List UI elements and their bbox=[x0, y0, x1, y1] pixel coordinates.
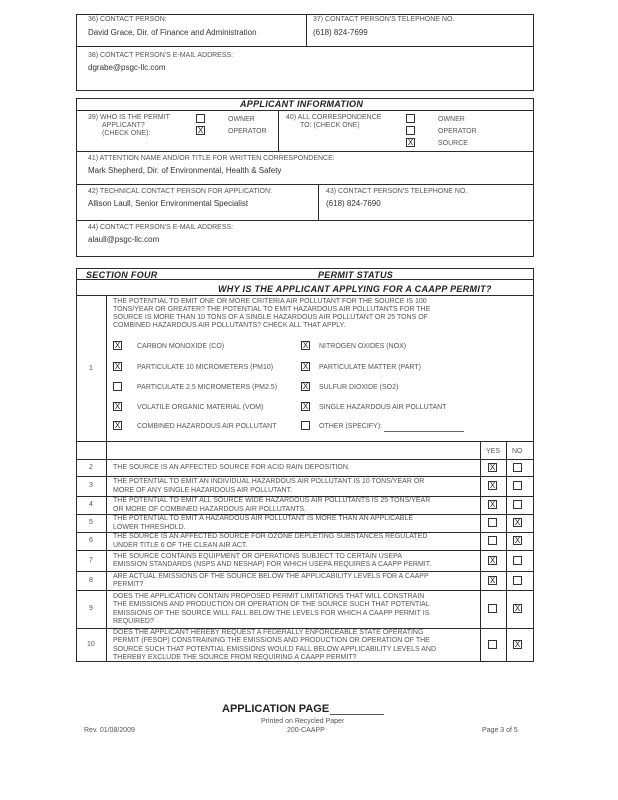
divider bbox=[76, 279, 534, 280]
row-text-line: PERMIT (FESOP) CONSTRAINING THE EMISSIONS AND PRODUCTION OR OPERATION OF THE bbox=[113, 637, 430, 644]
row-yes-checkbox[interactable]: X bbox=[489, 575, 496, 585]
application-page-label: APPLICATION PAGE bbox=[222, 703, 330, 715]
pollutant-co-label: CARBON MONOXIDE (CO) bbox=[137, 343, 225, 350]
row-text-line: DOES THE APPLICATION CONTAIN PROPOSED PERMIT LIMITATIONS THAT WILL CONSTRAIN bbox=[113, 592, 425, 600]
q42-value[interactable]: Allison Laull, Senior Environmental Specialist bbox=[88, 199, 249, 208]
divider bbox=[76, 295, 534, 296]
yes-header: YES bbox=[486, 448, 501, 455]
contact-phone-label: 37) CONTACT PERSON'S TELEPHONE NO. bbox=[313, 16, 455, 23]
row-text-line: THE POTENTIAL TO EMIT A HAZARDOUS AIR POLLUTANT IS MORE THAN AN APPLICABLE bbox=[113, 515, 414, 522]
row-no-checkbox[interactable] bbox=[513, 481, 522, 490]
row-text-line: LOWER THRESHOLD. bbox=[113, 523, 186, 531]
applicant-title: APPLICANT INFORMATION bbox=[240, 99, 364, 109]
row-divider bbox=[76, 550, 534, 551]
q40-owner-checkbox[interactable] bbox=[406, 114, 415, 123]
row-number: 7 bbox=[89, 556, 93, 564]
row-yes-checkbox[interactable]: X bbox=[489, 462, 496, 472]
q40-owner-label: OWNER bbox=[438, 116, 465, 123]
pollutant-pm25-label: PARTICULATE 2.5 MICROMETERS (PM2.5) bbox=[137, 384, 278, 391]
row-no-checkbox[interactable]: X bbox=[514, 604, 521, 613]
row-yes-checkbox[interactable]: X bbox=[489, 500, 496, 509]
row1-text-line2: TONS/YEAR OR GREATER? THE POTENTIAL TO EMIT HAZARDOUS AIR POLLUTANTS FOR THE bbox=[113, 306, 431, 313]
row-number: 10 bbox=[87, 641, 95, 648]
q39-line2: APPLICANT? bbox=[102, 122, 145, 129]
row-no-checkbox[interactable] bbox=[513, 576, 522, 585]
row-text-line: ARE ACTUAL EMISSIONS OF THE SOURCE BELOW THE APPLICABILITY LEVELS FOR A CAAPP bbox=[113, 572, 429, 580]
q40-source-label: SOURCE bbox=[438, 140, 468, 147]
q40-operator-checkbox[interactable] bbox=[406, 126, 415, 135]
row1-text-line1: THE POTENTIAL TO EMIT ONE OR MORE CRITERIA AIR POLLUTANT FOR THE SOURCE IS 100 bbox=[113, 298, 427, 305]
row-number: 9 bbox=[89, 605, 93, 612]
divider bbox=[76, 46, 534, 47]
divider bbox=[76, 459, 534, 460]
q39-label: 39) WHO IS THE PERMIT bbox=[88, 114, 170, 121]
row-number: 5 bbox=[89, 519, 93, 526]
row-yes-checkbox[interactable] bbox=[488, 640, 497, 649]
q39-operator-label: OPERATOR bbox=[228, 128, 267, 135]
footer-form-number: 200-CAAPP bbox=[287, 727, 325, 734]
section-four-label: SECTION FOUR bbox=[86, 270, 158, 280]
q43-value[interactable]: (618) 824-7690 bbox=[326, 199, 381, 208]
q44-value[interactable]: alaull@psgc-llc.com bbox=[88, 235, 160, 244]
pollutant-so2-label: SULFUR DIOXIDE (SO2) bbox=[319, 384, 399, 391]
row-divider bbox=[76, 590, 534, 591]
row-no-checkbox[interactable]: X bbox=[514, 640, 521, 649]
row-text-line: REQUIRED? bbox=[113, 618, 154, 625]
row1-text-line4: COMBINED HAZARDOUS AIR POLLUTANTS? CHECK ALL THAT APPLY. bbox=[113, 322, 346, 329]
divider bbox=[76, 220, 534, 221]
q39-owner-label: OWNER bbox=[228, 116, 255, 123]
permit-status-label: PERMIT STATUS bbox=[318, 270, 394, 280]
pollutant-so2-checkbox[interactable]: X bbox=[302, 382, 309, 391]
divider bbox=[76, 110, 534, 111]
q44-label: 44) CONTACT PERSON'S E-MAIL ADDRESS: bbox=[88, 224, 234, 231]
page-number-line[interactable] bbox=[330, 714, 384, 715]
pollutant-single-hap-checkbox[interactable]: X bbox=[302, 402, 309, 411]
pollutant-pm10-checkbox[interactable]: X bbox=[114, 362, 121, 371]
q41-value[interactable]: Mark Shepherd, Dir. of Environmental, Health & Safety bbox=[88, 166, 282, 175]
pollutant-pm10-label: PARTICULATE 10 MICROMETERS (PM10) bbox=[137, 364, 274, 371]
no-header: NO bbox=[512, 448, 523, 455]
footer-page: Page 3 of 5 bbox=[482, 727, 518, 734]
q39-owner-checkbox[interactable] bbox=[196, 114, 205, 123]
row-no-checkbox[interactable] bbox=[513, 463, 522, 472]
divider bbox=[76, 441, 534, 442]
pollutant-vom-checkbox[interactable]: X bbox=[114, 402, 121, 411]
pollutant-part-checkbox[interactable]: X bbox=[302, 362, 309, 371]
row-text-line: DOES THE APPLICANT HEREBY REQUEST A FEDERALLY ENFORCEABLE STATE OPERATING bbox=[113, 628, 424, 636]
row-text-line: EMISSIONS OF THE SOURCE WILL FALL BELOW THE LEVELS FOR WHICH A CAAPP PERMIT IS bbox=[113, 609, 430, 617]
row-text-line: PERMIT? bbox=[113, 581, 144, 588]
section-four-question: WHY IS THE APPLICANT APPLYING FOR A CAAPP PERMIT? bbox=[218, 284, 492, 294]
pollutant-single-hap-label: SINGLE HAZARDOUS AIR POLLUTANT bbox=[319, 404, 447, 411]
row-text-line: THE POTENTIAL TO EMIT AN INDIVIDUAL HAZARDOUS AIR POLLUTANT IS 10 TONS/YEAR OR bbox=[113, 478, 425, 485]
contact-person-value[interactable]: David Grace, Dir. of Finance and Administration bbox=[88, 28, 257, 37]
q39-operator-checkbox[interactable]: X bbox=[197, 126, 204, 135]
row1-number: 1 bbox=[89, 365, 93, 372]
row-yes-checkbox[interactable] bbox=[488, 604, 497, 613]
row-yes-checkbox[interactable]: X bbox=[489, 555, 496, 565]
row-no-checkbox[interactable] bbox=[513, 556, 522, 565]
pollutant-combined-hap-label: COMBINED HAZARDOUS AIR POLLUTANT bbox=[137, 423, 277, 430]
row-text-line: OR MORE OF COMBINED HAZARDOUS AIR POLLUTANTS. bbox=[113, 505, 307, 513]
row-number: 6 bbox=[89, 537, 93, 544]
pollutant-vom-label: VOLATILE ORGANIC MATERIAL (VOM) bbox=[137, 404, 264, 411]
row-divider bbox=[76, 476, 534, 477]
q40-label: 40) ALL CORRESPONDENCE bbox=[286, 114, 382, 121]
contact-email-value[interactable]: dgrabe@psgc-llc.com bbox=[88, 63, 166, 72]
contact-person-label: 36) CONTACT PERSON: bbox=[88, 16, 167, 23]
divider bbox=[306, 14, 307, 46]
pollutant-other-checkbox[interactable] bbox=[301, 421, 310, 430]
row-text-line: MORE OF ANY SINGLE HAZARDOUS AIR POLLUTANT. bbox=[113, 486, 293, 494]
q40-operator-label: OPERATOR bbox=[438, 128, 477, 135]
row-number: 4 bbox=[89, 501, 93, 508]
row-text-line: THE SOURCE IS AN AFFECTED SOURCE FOR ACID RAIN DEPOSITION. bbox=[113, 463, 350, 471]
row-yes-checkbox[interactable] bbox=[488, 518, 497, 527]
row-number: 8 bbox=[89, 576, 93, 584]
row-number: 3 bbox=[89, 482, 93, 489]
q42-label: 42) TECHNICAL CONTACT PERSON FOR APPLICATION: bbox=[88, 188, 272, 195]
row-text-line: THEREBY EXCLUDE THE SOURCE FROM REQUIRING A CAAPP PERMIT? bbox=[113, 654, 357, 661]
row-text-line: UNDER TITLE 6 OF THE CLEAN AIR ACT. bbox=[113, 541, 248, 549]
row-no-checkbox[interactable] bbox=[513, 500, 522, 509]
row-text-line: THE EMISSIONS AND PRODUCTION OR OPERATION OF THE SOURCE SUCH THAT POTENTIAL bbox=[113, 601, 430, 608]
row-yes-checkbox[interactable]: X bbox=[489, 481, 496, 490]
row-no-checkbox[interactable]: X bbox=[514, 518, 521, 527]
pollutant-nox-label: NITROGEN OXIDES (NOX) bbox=[319, 343, 407, 350]
other-specify-line[interactable] bbox=[384, 431, 464, 432]
row1-text-line3: SOURCE IS MORE THAN 10 TONS OF A SINGLE HAZARDOUS AIR POLLUTANT OR 25 TONS OF bbox=[113, 314, 428, 321]
row-text-line: EMISSION STANDARDS (NSPS AND NESHAP) FOR WHICH USEPA REQUIRES A CAAPP PERMIT. bbox=[113, 561, 432, 568]
q40-line2: TO: (CHECK ONE) bbox=[300, 122, 360, 129]
divider bbox=[318, 184, 319, 220]
row-yes-checkbox[interactable] bbox=[488, 536, 497, 545]
divider bbox=[278, 110, 279, 151]
divider bbox=[106, 295, 107, 662]
row-text-line: THE POTENTIAL TO EMIT ALL SOURCE WIDE HAZARDOUS AIR POLLUTANTS IS 25 TONS/YEAR bbox=[113, 497, 431, 504]
divider bbox=[76, 184, 534, 185]
row-number: 2 bbox=[89, 463, 93, 471]
pollutant-part-label: PARTICULATE MATTER (PART) bbox=[319, 364, 421, 371]
row-text-line: SOURCE SUCH THAT POTENTIAL EMISSIONS WOULD FALL BELOW APPLICABILITY LEVELS AND bbox=[113, 645, 436, 653]
contact-email-label: 38) CONTACT PERSON'S E-MAIL ADDRESS: bbox=[88, 52, 234, 59]
row-text-line: THE SOURCE CONTAINS EQUIPMENT OR OPERATIONS SUBJECT TO CERTAIN USEPA bbox=[113, 552, 402, 560]
q43-label: 43) CONTACT PERSON'S TELEPHONE NO. bbox=[326, 188, 468, 195]
pollutant-combined-hap-checkbox[interactable]: X bbox=[114, 421, 121, 430]
printed-recycled: Printed on Recycled Paper bbox=[261, 718, 345, 725]
row-no-checkbox[interactable]: X bbox=[514, 536, 521, 545]
divider bbox=[76, 151, 534, 152]
pollutant-pm25-checkbox[interactable] bbox=[113, 382, 122, 391]
q39-line3: (CHECK ONE): bbox=[102, 130, 151, 137]
pollutant-co-checkbox[interactable]: X bbox=[114, 341, 121, 350]
pollutant-nox-checkbox[interactable]: X bbox=[302, 341, 309, 350]
contact-phone-value[interactable]: (618) 824-7699 bbox=[313, 28, 368, 37]
q40-source-checkbox[interactable]: X bbox=[407, 138, 414, 147]
pollutant-other-label: OTHER (SPECIFY): bbox=[319, 423, 383, 430]
footer-rev: Rev. 01/08/2009 bbox=[84, 727, 135, 734]
row-text-line: THE SOURCE IS AN AFFECTED SOURCE FOR OZONE DEPLETING SUBSTANCES REGULATED bbox=[113, 533, 428, 540]
q41-label: 41) ATTENTION NAME AND/OR TITLE FOR WRITTEN CORRESPONDENCE: bbox=[88, 155, 335, 162]
